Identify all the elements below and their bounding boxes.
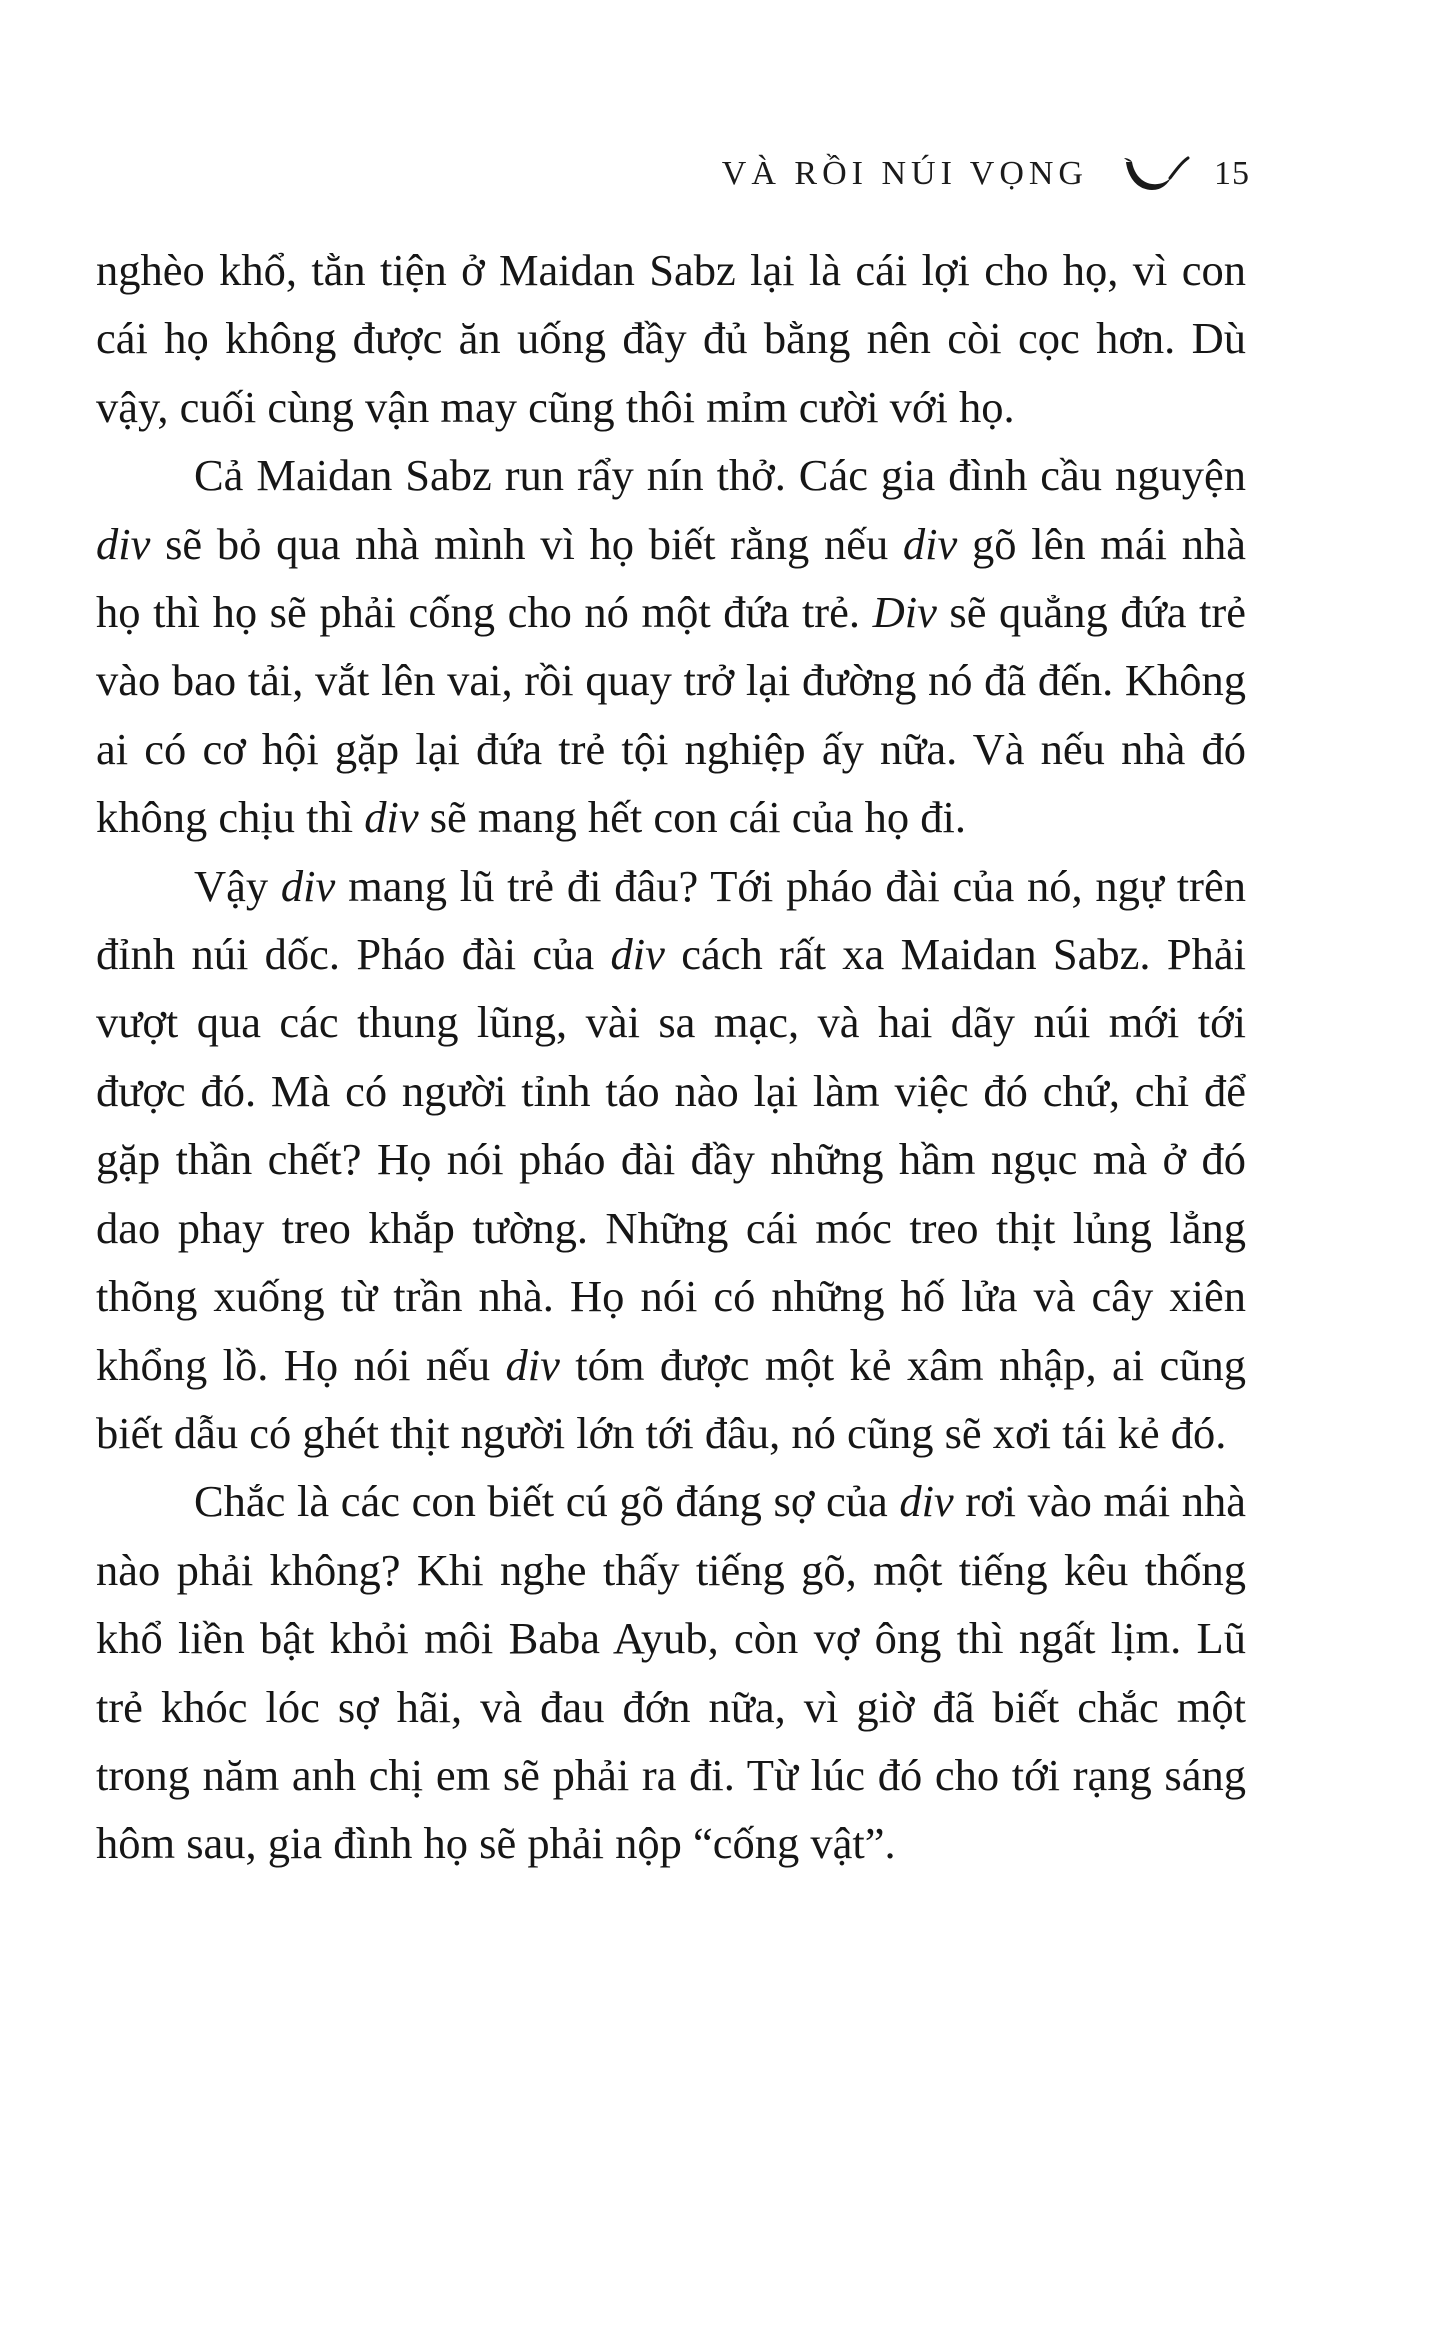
italic-term: Div	[872, 587, 937, 638]
running-header	[722, 152, 1250, 196]
italic-term: div	[505, 1339, 560, 1390]
text-run: Cả Maidan Sabz run rẩy nín thở. Các gia đình cầu nguyện	[194, 450, 1246, 501]
text-run: nghèo khổ, tằn tiện ở Maidan Sabz lại là cái lợi cho họ, vì con cái họ không được ăn uống đầy đủ bằng nên còi cọc hơn. Dù vậy, cuối cùng vận may cũng thôi mỉm cười với họ.	[96, 245, 1246, 432]
italic-term: div	[96, 518, 151, 569]
paragraph	[96, 236, 1246, 441]
paragraph	[96, 441, 1246, 851]
italic-term: div	[364, 792, 419, 843]
italic-term: div	[610, 929, 665, 980]
text-run: tóm được một kẻ xâm nhập, ai cũng biết dẫu có ghét thịt người lớn tới đâu, nó cũng sẽ xơi tái kẻ đó.	[96, 1339, 1246, 1458]
text-run: rơi vào mái nhà nào phải không? Khi nghe thấy tiếng gõ, một tiếng kêu thống khổ liền bật khỏi môi Baba Ayub, còn vợ ông thì ngất lịm. Lũ trẻ khóc lóc sợ hãi, và đau đớn nữa, vì giờ đã biết chắc một trong năm anh chị em sẽ phải ra đi. Từ lúc đó cho tới rạng sáng hôm sau, gia đình họ sẽ phải nộp “cống vật”.	[96, 1476, 1246, 1869]
italic-term: div	[280, 860, 336, 911]
running-title: VÀ RỒI NÚI VỌNG	[721, 155, 1088, 192]
text-run: Vậy	[194, 860, 281, 911]
paragraph	[96, 1467, 1246, 1877]
page-number: 15	[1214, 155, 1250, 192]
text-run: cách rất xa Maidan Sabz. Phải vượt qua các thung lũng, vài sa mạc, và hai dãy núi mới tới được đó. Mà có người tỉnh táo nào lại làm việc đó chứ, chỉ để gặp thần chết? Họ nói pháo đài đầy những hầm ngục mà ở đó dao phay treo khắp tường. Những cái móc treo thịt lủng lẳng thõng xuống từ trần nhà. Họ nói có những hố lửa và cây xiên khổng lồ. Họ nói nếu	[96, 929, 1246, 1390]
text-run: sẽ mang hết con cái của họ đi.	[418, 792, 967, 843]
body-text	[96, 236, 1246, 1878]
text-run: gõ lên mái nhà họ thì họ sẽ phải cống cho nó một đứa trẻ.	[96, 518, 1246, 638]
paragraph	[96, 852, 1246, 1468]
text-run: Chắc là các con biết cú gõ đáng sợ của	[194, 1476, 900, 1527]
italic-term: div	[902, 518, 958, 569]
text-run: mang lũ trẻ đi đâu? Tới pháo đài của nó, ngự trên đỉnh núi dốc. Pháo đài của	[96, 860, 1246, 980]
text-run: sẽ bỏ qua nhà mình vì họ biết rằng nếu	[150, 518, 903, 569]
leaf-swash-icon	[1122, 152, 1192, 196]
text-run: sẽ quẳng đứa trẻ vào bao tải, vắt lên vai, rồi quay trở lại đường nó đã đến. Không ai có cơ hội gặp lại đứa trẻ tội nghiệp ấy nữa. Và nếu nhà đó không chịu thì	[96, 587, 1246, 843]
italic-term: div	[899, 1476, 954, 1527]
